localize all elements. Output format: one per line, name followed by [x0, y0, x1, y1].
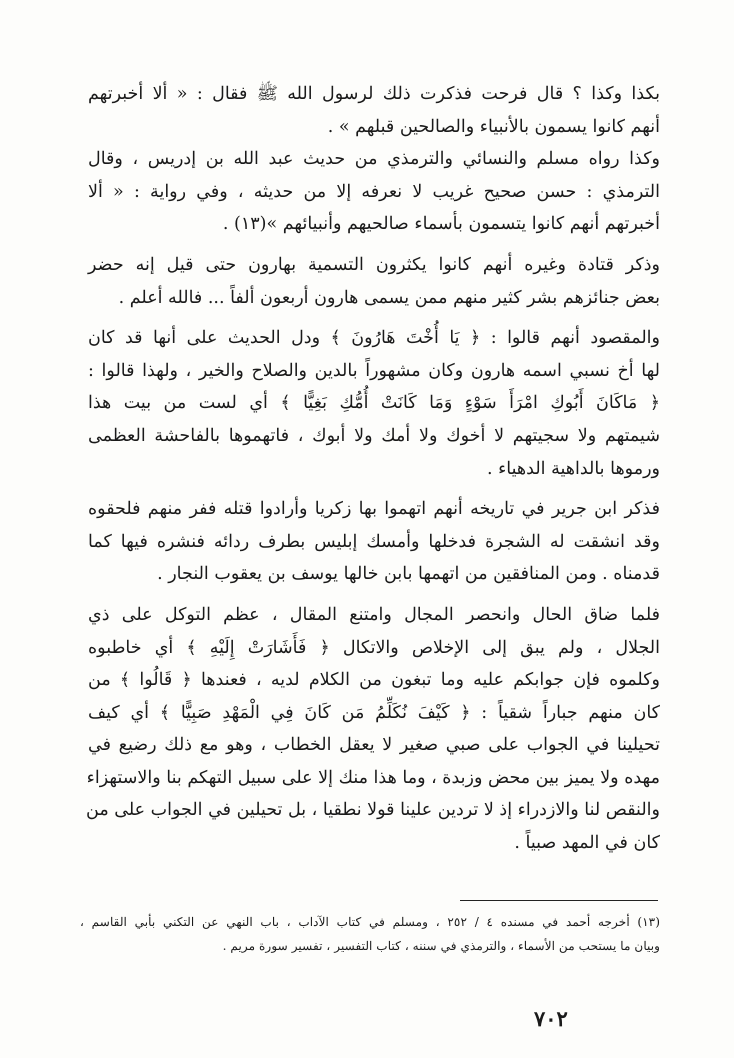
footnote-line: وبيان ما يستحب من الأسماء ، والترمذي في سننه ، كتاب التفسير ، تفسير سورة مريم . [222, 939, 660, 953]
paragraph-1 [88, 78, 660, 143]
text-line: والمقصود أنهم قالوا : ﴿ يَا أُخْتَ هَارُونَ ﴾ ودل الحديث على أنها قد كان [88, 328, 660, 349]
text-line: ورموها بالداهية الدهياء . [486, 458, 660, 479]
text-line: فلما ضاق الحال وانحصر المجال وامتنع المقال ، عظم التوكل على ذي [88, 604, 660, 625]
text-line: والنقص لنا والازدراء إذ لا تردين علينا قولا نطقيا ، بل تحيلين في الجواب على من [86, 800, 660, 821]
text-line: شيمتهم ولا سجيتهم لا أخوك ولا أمك ولا أبوك ، فاتهموها بالفاحشة العظمى [88, 425, 660, 446]
paragraph-3 [88, 249, 660, 314]
footnote-divider [460, 900, 658, 901]
text-line: بكذا وكذا ؟ قال فرحت فذكرت ذلك لرسول الله ﷺ فقال : « ألا أخبرتهم [88, 84, 660, 104]
text-line: أخبرتهم أنهم كانوا يتسمون بأسماء صالحيهم وأنبيائهم »(١٣) . [222, 214, 660, 235]
text-line: وقد انشقت له الشجرة فدخلها وأمسك إبليس بطرف ردائه فنشره فيها كما [88, 531, 660, 552]
text-line: مهده ولا يميز بين محض وزبدة ، وما هذا منك إلا على سبيل التهكم بنا والاستهزاء [86, 767, 660, 788]
paragraph-4 [88, 322, 660, 485]
paragraph-5 [88, 493, 660, 591]
text-line: بعض جنائزهم بشر كثير منهم ممن يسمى هارون أربعون ألفاً ... فالله أعلم . [118, 287, 660, 308]
text-line: لها أخ نسبي اسمه هارون وكان مشهوراً بالدين والصلاح والخير ، ولهذا قالوا : [88, 360, 660, 381]
footnote [80, 910, 660, 958]
page-number: ٧٠٢ [534, 1006, 568, 1031]
text-line: قدمناه . ومن المنافقين من اتهمها بابن خالها يوسف بن يعقوب النجار . [157, 564, 660, 585]
text-line: أنهم كانوا يسمون بالأنبياء والصالحين قبلهم » . [327, 116, 660, 137]
footnote-line: (١٣) أخرجه أحمد في مسنده ٤ / ٢٥٢ ، ومسلم في كتاب الآداب ، باب النهي عن التكني بأبي القاسم ، [80, 915, 660, 929]
text-line: ﴿ مَاكَانَ أَبُوكِ امْرَأَ سَوْءٍ وَمَا كَانَتْ أُمُّكِ بَغِيًّا ﴾ أي لست من بيت هذا [88, 393, 660, 414]
text-line: الترمذي : حسن صحيح غريب لا نعرفه إلا من حديثه ، وفي رواية : « ألا [88, 181, 660, 202]
text-line: كان منهم جباراً شقياً : ﴿ كَيْفَ نُكَلِّمُ مَن كَانَ فِي الْمَهْدِ صَبِيًّا ﴾ أي كيف [88, 702, 660, 723]
paragraph-2 [88, 143, 660, 241]
main-text [88, 78, 660, 860]
text-line: وذكر قتادة وغيره أنهم كانوا يكثرون التسمية بهارون حتى قيل إنه حضر [88, 254, 660, 275]
text-line: تحيلينا في الجواب على صبي صغير لا يعقل الخطاب ، وهو مع ذلك رضيع في [88, 735, 660, 756]
paragraph-6 [88, 599, 660, 860]
text-line: وكلموه فإن جوابكم عليه وما تبغون من الكلام لديه ، فعندها ﴿ قَالُوا ﴾ من [88, 670, 660, 691]
text-line: وكذا رواه مسلم والنسائي والترمذي من حديث عبد الله بن إدريس ، وقال [88, 149, 660, 170]
text-line: فذكر ابن جرير في تاريخه أنهم اتهموا بها زكريا وأرادوا قتله ففر منهم فلحقوه [88, 499, 660, 520]
text-line: الجلال ، ولم يبق إلى الإخلاص والاتكال ﴿ فَأَشَارَتْ إِلَيْهِ ﴾ أي خاطبوه [88, 637, 660, 658]
text-line: كان في المهد صبياً . [514, 833, 660, 854]
